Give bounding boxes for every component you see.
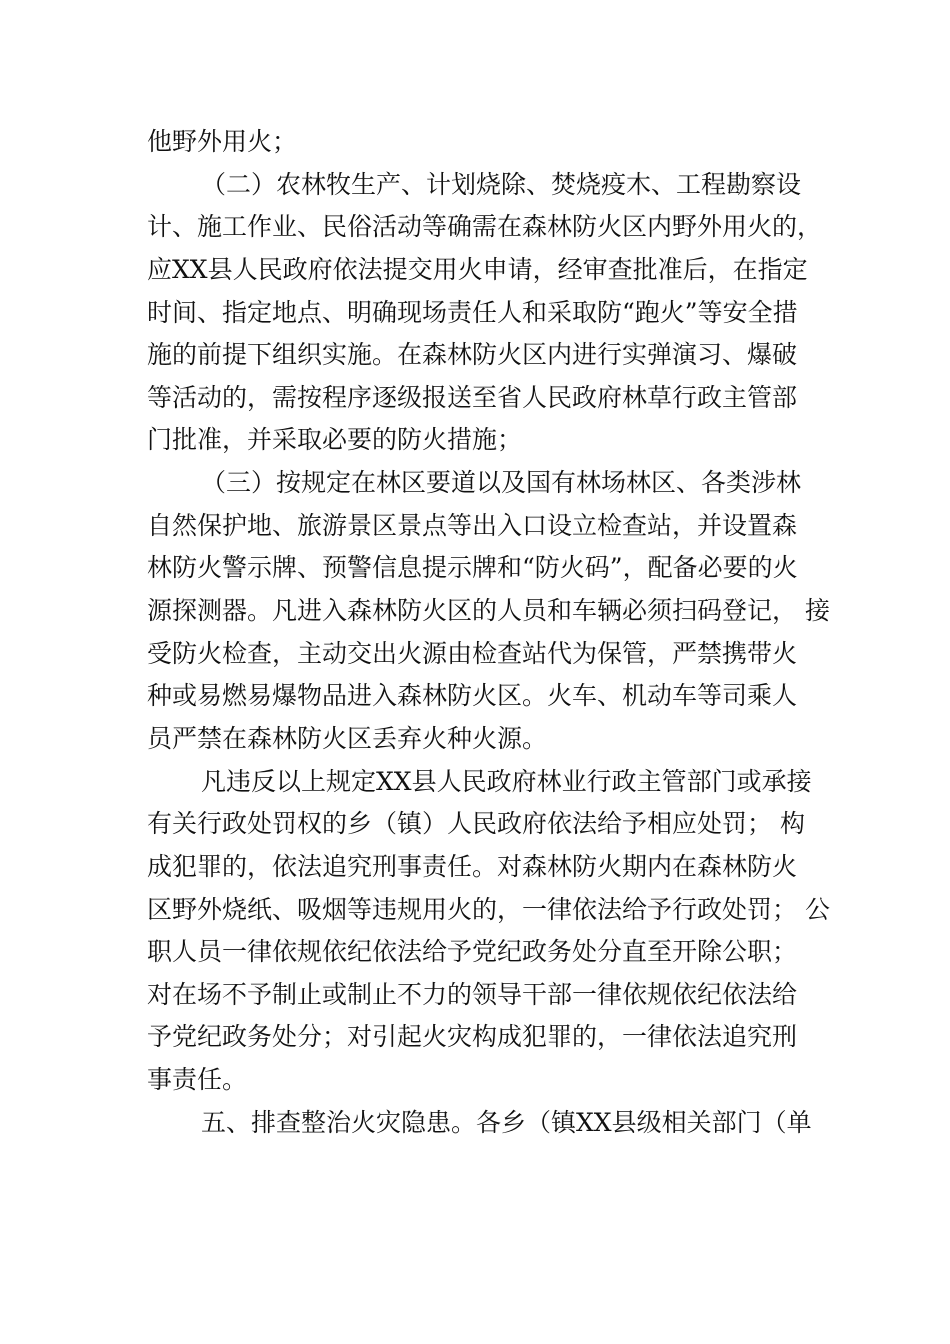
text-line: 对在场不予制止或制止不力的领导干部一律依规依纪依法给 bbox=[147, 979, 798, 1009]
text-line: 时间、指定地点、明确现场责任人和采取防“跑火”等安全措 bbox=[147, 297, 798, 327]
text-line: 施的前提下组织实施。在森林防火区内进行实弹演习、爆破 bbox=[147, 340, 798, 370]
text-line: 员严禁在森林防火区丢弃火种火源。 bbox=[147, 723, 548, 753]
text-line: 自然保护地、旅游景区景点等出入口设立检查站，并设置森 bbox=[147, 510, 798, 540]
text-line: 有关行政处罚权的乡（镇）人民政府依法给予相应处罚； 构 bbox=[147, 809, 805, 839]
text-line: 他野外用火； bbox=[147, 127, 298, 156]
paragraph-4-line-1: 凡违反以上规定XX县人民政府林业行政主管部门或承接 bbox=[201, 766, 812, 796]
body-text bbox=[147, 121, 830, 1144]
text-line: 计、施工作业、民俗活动等确需在森林防火区内野外用火的， bbox=[147, 212, 823, 242]
text-line: 受防火检查，主动交出火源由检查站代为保管，严禁携带火 bbox=[147, 638, 798, 668]
text-line: 源探测器。凡进入森林防火区的人员和车辆必须扫码登记， 接 bbox=[147, 596, 830, 626]
text-line: 成犯罪的，依法追究刑事责任。对森林防火期内在森林防火 bbox=[147, 851, 798, 881]
text-line: 区野外烧纸、吸烟等违规用火的，一律依法给予行政处罚； 公 bbox=[147, 894, 830, 924]
section-five-heading: 五、排查整治火灾隐患。各乡（镇XX县级相关部门（单 bbox=[201, 1107, 812, 1137]
paragraph-2-line-1: （二）农林牧生产、计划烧除、焚烧疫木、工程勘察设 bbox=[201, 169, 802, 199]
text-line: 种或易燃易爆物品进入森林防火区。火车、机动车等司乘人 bbox=[147, 681, 798, 711]
text-line: 予党纪政务处分；对引起火灾构成犯罪的，一律依法追究刑 bbox=[147, 1022, 798, 1052]
paragraph-3-line-1: （三）按规定在林区要道以及国有林场林区、各类涉林 bbox=[201, 468, 802, 498]
text-line: 应XX县人民政府依法提交用火申请，经审查批准后，在指定 bbox=[147, 254, 808, 284]
text-line: 门批准，并采取必要的防火措施； bbox=[147, 425, 523, 455]
text-line: 林防火警示牌、预警信息提示牌和“防火码”，配备必要的火 bbox=[147, 553, 798, 583]
text-line: 职人员一律依规依纪依法给予党纪政务处分直至开除公职； bbox=[147, 937, 798, 967]
text-line: 等活动的，需按程序逐级报送至省人民政府林草行政主管部 bbox=[147, 382, 798, 412]
text-line: 事责任。 bbox=[147, 1065, 248, 1095]
